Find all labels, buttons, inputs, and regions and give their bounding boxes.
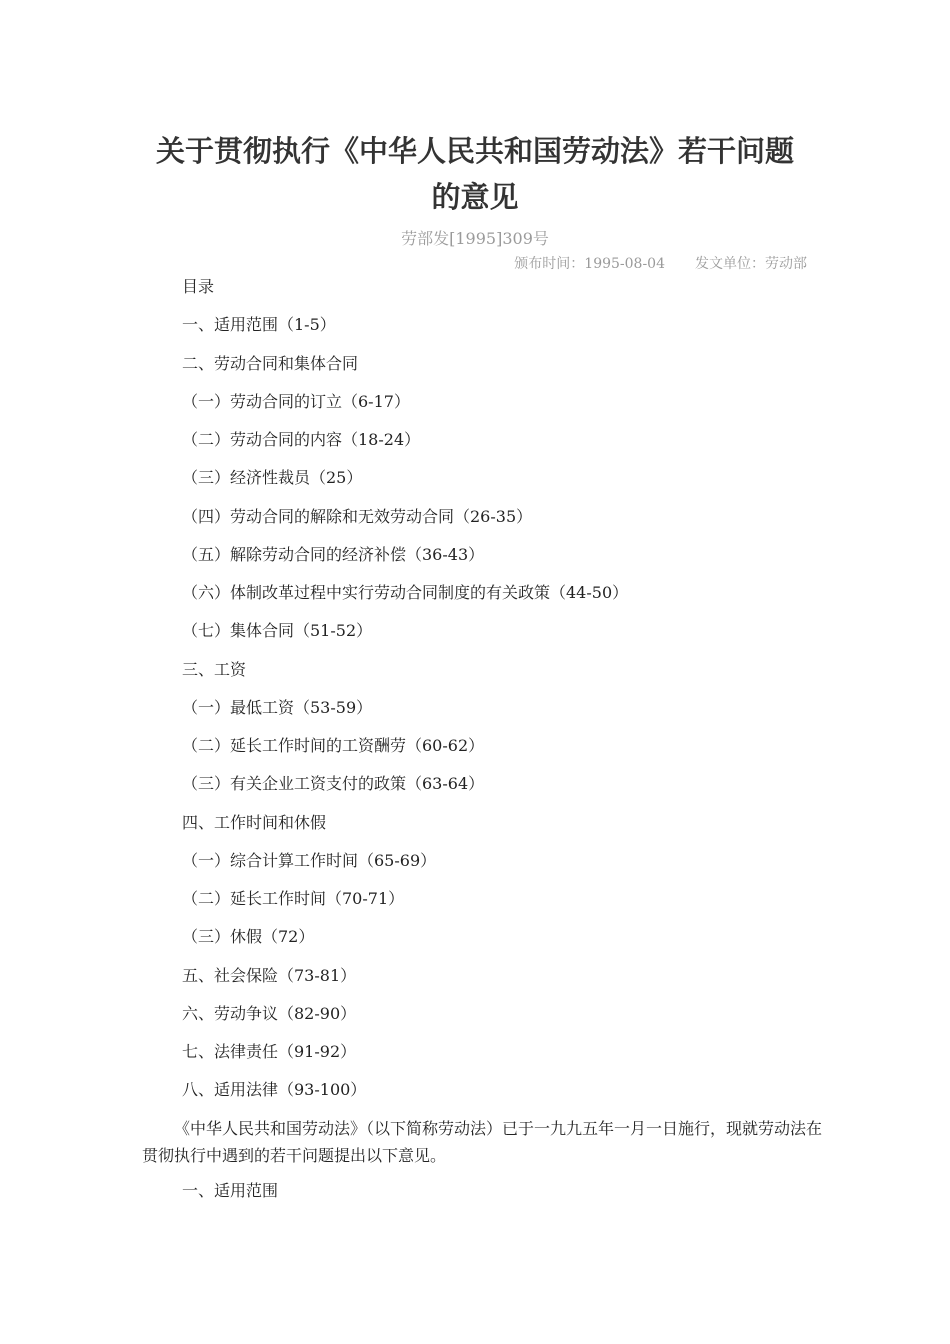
document-meta [514,253,807,273]
toc-item: （七）集体合同（51-52） [182,621,373,641]
toc-item: （三）有关企业工资支付的政策（63-64） [182,774,485,794]
table-of-contents [182,274,822,1116]
toc-item: 七、法律责任（91-92） [182,1042,357,1061]
toc-item: （三）休假（72） [182,927,315,947]
issue-date: 颁布时间：1995-08-04 [514,256,665,272]
document-title [140,128,810,220]
toc-item: 二、劳动合同和集体合同 [182,353,359,373]
toc-item: （二）延长工作时间（70-71） [182,889,405,908]
title-line-1: 关于贯彻执行《中华人民共和国劳动法》若干问题 [155,134,794,168]
toc-item: 三、工资 [182,659,247,679]
toc-item: （一）综合计算工作时间（65-69） [182,850,437,870]
section-heading: 一、适用范围 [182,1181,279,1200]
toc-item: （二）延长工作时间的工资酬劳（60-62） [182,736,485,755]
toc-item: （六）体制改革过程中实行劳动合同制度的有关政策（44-50） [182,583,629,602]
toc-item: 八、适用法律（93-100） [182,1080,367,1100]
toc-item: （三）经济性裁员（25） [182,468,363,488]
title-line-2: 的意见 [431,180,519,214]
toc-item: 六、劳动争议（82-90） [182,1003,357,1023]
toc-item: （二）劳动合同的内容（18-24） [182,430,421,449]
intro-paragraph: 《中华人民共和国劳动法》（以下简称劳动法）已于一九九五年一月一日施行，现就劳动法在贯彻执行中遇到的若干问题提出以下意见。 [142,1119,823,1165]
toc-heading: 目录 [182,277,215,296]
issuer: 发文单位：劳动部 [695,256,807,272]
toc-item: （四）劳动合同的解除和无效劳动合同（26-35） [182,506,533,526]
toc-item: 四、工作时间和休假 [182,812,327,832]
document-number: 劳部发[1995]309号 [401,229,549,248]
toc-item: 一、适用范围（1-5） [182,315,336,335]
toc-item: 五、社会保险（73-81） [182,965,357,985]
toc-item: （一）最低工资（53-59） [182,697,373,717]
toc-item: （一）劳动合同的订立（6-17） [182,391,410,411]
toc-item: （五）解除劳动合同的经济补偿（36-43） [182,544,485,564]
